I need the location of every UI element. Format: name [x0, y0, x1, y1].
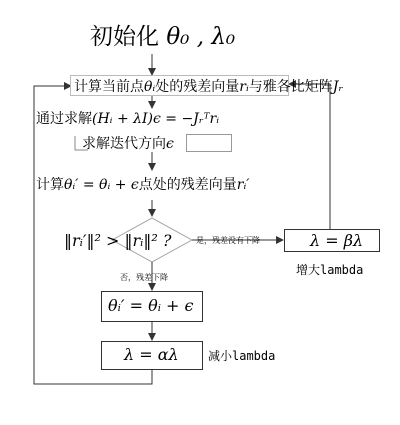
decision-condition: ‖rᵢ′‖² > ‖rᵢ‖² ? [64, 231, 172, 250]
beta-box-text: λ = βλ [310, 231, 364, 250]
branch-no-label: 否，残差下降 [120, 273, 168, 282]
direction-text: 求解迭代方向 [82, 136, 166, 152]
step3-line [36, 174, 249, 194]
update-lambda-text: λ = αλ [124, 345, 179, 364]
solve-prefix: 通过求解 [36, 111, 92, 127]
step1-math-b: rᵢ [239, 79, 249, 95]
step3-math-b: rᵢ′ [236, 177, 250, 193]
direction-math: ϵ [166, 136, 174, 152]
solve-math: (Hᵢ + λI)ϵ = −Jᵣᵀrᵢ [92, 111, 220, 127]
init-prefix: 初始化 [90, 24, 159, 50]
branch-yes-label: 是，残差没有下降 [196, 236, 260, 245]
step1-math-c: Jᵣ [332, 79, 344, 95]
step1-text-a: 计算当前点 [74, 79, 144, 95]
step1-text [74, 76, 343, 96]
init-title [90, 18, 235, 51]
direction-box [186, 134, 232, 152]
step3-prefix: 计算 [36, 177, 64, 193]
decrease-lambda-note: 减小lambda [208, 349, 276, 363]
update-theta-text: θᵢ′ = θᵢ + ϵ [108, 296, 194, 315]
step3-suffix: 点处的残差向量 [138, 177, 237, 193]
step1-math-a: θᵢ [144, 79, 156, 95]
increase-lambda-note: 增大lambda [296, 263, 364, 277]
step3-math: θᵢ′ = θᵢ + ϵ [64, 177, 139, 193]
step1-text-b: 处的残差向量 [155, 79, 240, 95]
step1-text-c: 与雅各比矩阵 [248, 79, 333, 95]
init-math: θ₀ , λ₀ [166, 24, 236, 50]
solve-line [36, 108, 219, 128]
direction-line [82, 133, 174, 153]
arrow-beta-to-step1 [289, 84, 330, 229]
